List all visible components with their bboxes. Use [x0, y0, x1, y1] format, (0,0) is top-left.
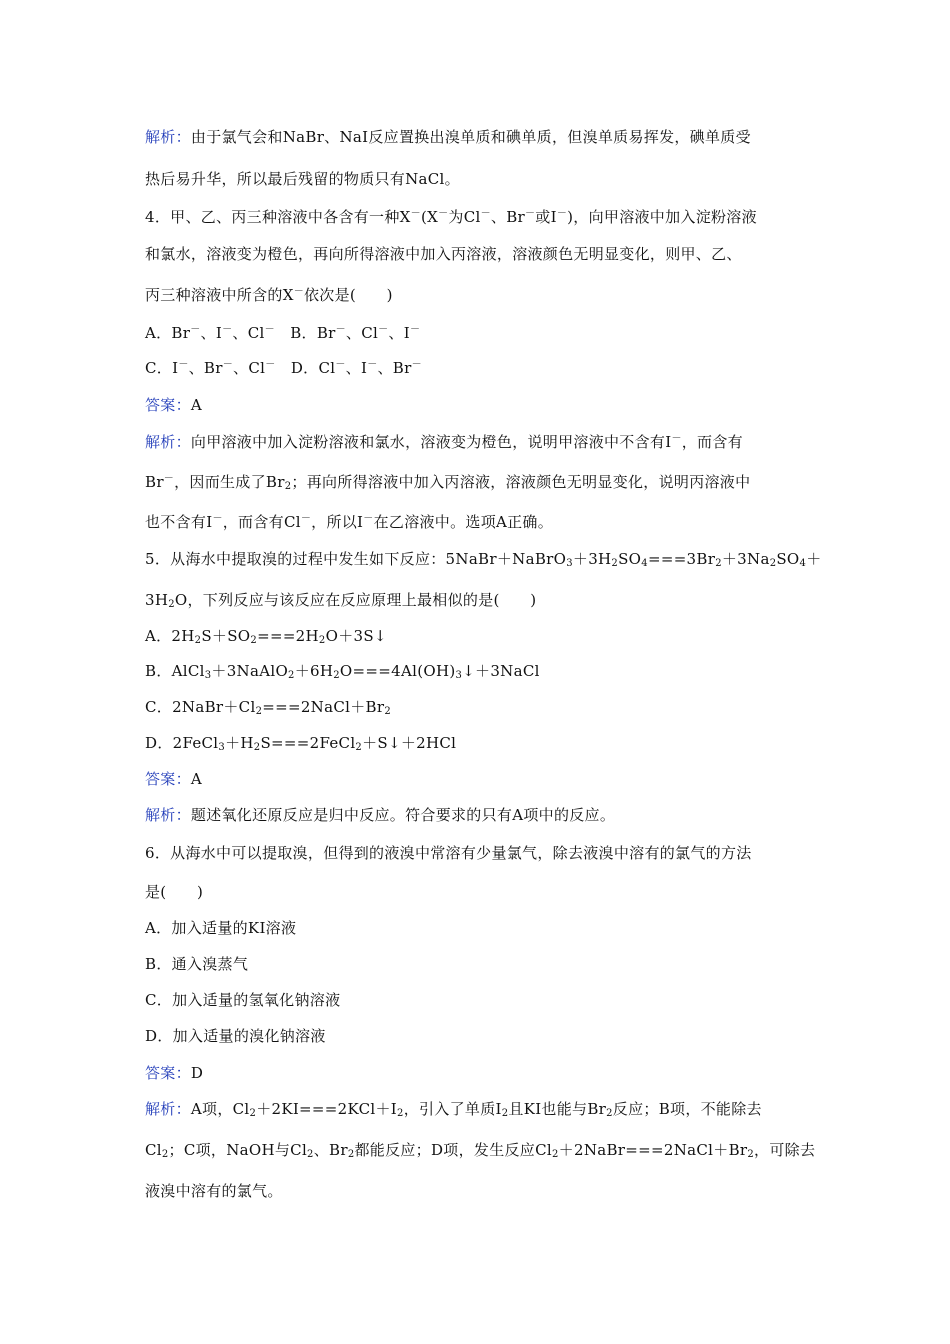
text: 反应；B项，不能除去 [612, 1100, 762, 1118]
text: Br [145, 473, 164, 491]
q5-option-b [145, 661, 540, 681]
answer-label: 答案： [145, 396, 191, 414]
explanation-label: 解析： [145, 128, 191, 146]
text: 液溴中溶有的氯气。 [145, 1182, 283, 1200]
q4-explanation-line-2 [145, 472, 750, 492]
explanation-label: 解析： [145, 433, 191, 451]
text: 、Br [188, 359, 223, 377]
text: ；C项，NaOH与Cl [168, 1141, 308, 1159]
text: ＋3NaAlO [211, 662, 289, 680]
text: B．AlCl [145, 662, 205, 680]
answer-value: D [190, 1064, 204, 1082]
text: ＋3H [572, 550, 612, 568]
subscript: 2 [397, 1108, 404, 1119]
superscript: － [190, 324, 201, 335]
subscript: 2 [715, 558, 722, 569]
q5-stem-line-2 [145, 590, 536, 610]
text: ===2H [257, 627, 319, 645]
text: 、Br [490, 208, 525, 226]
explanation-text: 由于氯气会和NaBr、NaI反应置换出溴单质和碘单质，但溴单质易挥发，碘单质受 [190, 128, 751, 146]
q4-stem-line-2 [145, 244, 742, 264]
superscript: － [524, 208, 536, 219]
q6-option-b [145, 954, 248, 974]
superscript: － [363, 513, 374, 524]
text: 也不含有I [145, 513, 213, 531]
text: SO [776, 550, 800, 568]
explanation-label: 解析： [145, 806, 191, 824]
answer-value: A [190, 770, 203, 788]
subscript: 2 [288, 670, 295, 681]
text: D．加入适量的溴化钠溶液 [145, 1027, 326, 1045]
text: 3H [145, 591, 169, 609]
answer-value: A [190, 396, 203, 414]
text: ，所以I [311, 513, 364, 531]
subscript: 2 [347, 1149, 355, 1160]
text: ＋6H [294, 662, 334, 680]
text: C．2NaBr＋Cl [145, 698, 256, 716]
subscript: 2 [318, 635, 326, 646]
q5-answer [145, 769, 202, 789]
superscript: － [265, 359, 276, 370]
answer-label: 答案： [145, 1064, 191, 1082]
subscript: 2 [606, 1108, 613, 1119]
text: 和氯水，溶液变为橙色，再向所得溶液中加入丙溶液，溶液颜色无明显变化，则甲、乙、 [145, 245, 742, 263]
subscript: 2 [611, 558, 619, 569]
q6-stem-line-1 [145, 843, 752, 863]
text: (X [420, 208, 439, 226]
text: ，而含有 [681, 433, 743, 451]
subscript: 2 [250, 635, 258, 646]
q3-explanation-line-1 [145, 127, 751, 147]
superscript: － [410, 208, 421, 219]
q6-option-a [145, 918, 296, 938]
text: ，引入了单质I [403, 1100, 502, 1118]
subscript: 2 [769, 558, 777, 569]
q5-option-a [145, 626, 387, 646]
q4-options-ab [145, 323, 420, 343]
text: 5．从海水中提取溴的过程中发生如下反应：5NaBr＋NaBrO [145, 550, 567, 568]
text: 、Cl [345, 324, 379, 342]
text: 、Br [377, 359, 412, 377]
subscript: 2 [255, 706, 263, 717]
text: B．通入溴蒸气 [145, 955, 249, 973]
subscript: 3 [455, 670, 463, 681]
text: 、I [200, 324, 223, 342]
q6-answer [145, 1063, 203, 1083]
text: ↓＋3NaCl [462, 662, 540, 680]
superscript: － [212, 513, 223, 524]
option-a: A．Br [145, 324, 191, 342]
text: 是( ) [145, 883, 204, 901]
q6-stem-line-2 [145, 882, 203, 902]
subscript: 2 [501, 1108, 509, 1119]
q4-stem-line-1 [145, 207, 757, 227]
subscript: 4 [799, 558, 807, 569]
superscript: － [178, 359, 189, 370]
text: 、I [388, 324, 410, 342]
text: Cl [145, 1141, 162, 1159]
subscript: 2 [284, 481, 292, 492]
text: 都能反应；D项，发生反应Cl [354, 1141, 552, 1159]
text: ，因而生成了Br [174, 473, 285, 491]
superscript: － [409, 324, 421, 335]
text: A项，Cl [190, 1100, 250, 1118]
superscript: － [293, 286, 304, 297]
text: ＋2KI===2KCl＋I [256, 1100, 398, 1118]
superscript: － [438, 208, 449, 219]
text: 、Cl [232, 324, 265, 342]
text: 在乙溶液中。选项A正确。 [373, 513, 554, 531]
q4-explanation-line-3 [145, 512, 553, 532]
q5-stem-line-1 [145, 549, 822, 569]
superscript: － [300, 513, 312, 524]
q4-explanation-line-1 [145, 432, 743, 452]
text: A．加入适量的KI溶液 [145, 919, 297, 937]
text: S===2FeCl [260, 734, 356, 752]
text: O，下列反应与该反应在反应原理上最相似的是( ) [174, 591, 537, 609]
text: A．2H [145, 627, 195, 645]
superscript: － [480, 208, 491, 219]
answer-label: 答案： [145, 770, 191, 788]
subscript: 3 [566, 558, 573, 569]
q4-stem-line-3 [145, 285, 393, 305]
text: 、Br [313, 1141, 348, 1159]
subscript: 2 [194, 635, 202, 646]
text: O===4Al(OH) [339, 662, 456, 680]
text: ＋ [806, 550, 822, 568]
q3-explanation-line-2 [145, 169, 460, 189]
text: 6．从海水中可以提取溴，但得到的液溴中常溶有少量氯气，除去液溴中溶有的氯气的方法 [145, 844, 752, 862]
text: 、Cl [233, 359, 266, 377]
text: SO [618, 550, 642, 568]
superscript: － [367, 359, 378, 370]
q6-explanation-line-3 [145, 1181, 283, 1201]
explanation-text: 热后易升华，所以最后残留的物质只有NaCl。 [145, 170, 460, 188]
text: O＋3S↓ [325, 627, 387, 645]
text: 、I [345, 359, 368, 377]
subscript: 3 [204, 670, 212, 681]
text: 或I [535, 208, 557, 226]
subscript: 2 [747, 1149, 755, 1160]
text: )，向甲溶液中加入淀粉溶液 [567, 208, 757, 226]
subscript: 2 [355, 742, 363, 753]
subscript: 2 [552, 1149, 559, 1160]
superscript: － [222, 359, 234, 370]
q5-explanation [145, 805, 615, 825]
text: ，可除去 [754, 1141, 816, 1159]
subscript: 2 [384, 706, 391, 717]
superscript: － [335, 324, 346, 335]
superscript: － [335, 359, 346, 370]
superscript: － [378, 324, 389, 335]
subscript: 2 [168, 599, 175, 610]
subscript: 2 [307, 1149, 314, 1160]
superscript: － [556, 208, 568, 219]
superscript: － [411, 359, 422, 370]
subscript: 2 [161, 1149, 169, 1160]
text: ===2NaCl＋Br [262, 698, 385, 716]
text: D．2FeCl [145, 734, 219, 752]
subscript: 3 [218, 742, 226, 753]
text: ，而含有Cl [222, 513, 301, 531]
text: 4．甲、乙、丙三种溶液中各含有一种X [145, 208, 411, 226]
superscript: － [264, 324, 275, 335]
superscript: － [222, 324, 233, 335]
subscript: 4 [641, 558, 648, 569]
text: S＋SO [201, 627, 251, 645]
q4-options-cd [145, 358, 422, 378]
text: 题述氧化还原反应是归中反应。符合要求的只有A项中的反应。 [190, 806, 616, 824]
q6-option-d [145, 1026, 326, 1046]
superscript: － [671, 433, 682, 444]
q4-answer [145, 395, 202, 415]
option-b: B．Br [274, 324, 336, 342]
q6-option-c [145, 990, 340, 1010]
q5-option-c [145, 697, 391, 717]
text: ＋S↓＋2HCl [362, 734, 457, 752]
text: C．加入适量的氢氧化钠溶液 [145, 991, 341, 1009]
option-c: C．I [145, 359, 179, 377]
text: ＋2NaBr===2NaCl＋Br [558, 1141, 748, 1159]
text: 向甲溶液中加入淀粉溶液和氯水，溶液变为橙色，说明甲溶液中不含有I [190, 433, 672, 451]
text: ＋H [225, 734, 254, 752]
q5-option-d [145, 733, 456, 753]
explanation-label: 解析： [145, 1100, 191, 1118]
superscript: － [163, 473, 175, 484]
text: ===3Br [647, 550, 716, 568]
q6-explanation-line-1 [145, 1099, 762, 1119]
text: 且KI也能与Br [508, 1100, 607, 1118]
text: ＋3Na [721, 550, 770, 568]
subscript: 2 [253, 742, 261, 753]
text: 为Cl [448, 208, 481, 226]
option-d: D．Cl [275, 359, 336, 377]
subscript: 2 [333, 670, 340, 681]
text: ；再向所得溶液中加入丙溶液，溶液颜色无明显变化，说明丙溶液中 [291, 473, 751, 491]
subscript: 2 [249, 1108, 257, 1119]
text: 依次是( ) [304, 286, 393, 304]
text: 丙三种溶液中所含的X [145, 286, 294, 304]
q6-explanation-line-2 [145, 1140, 815, 1160]
